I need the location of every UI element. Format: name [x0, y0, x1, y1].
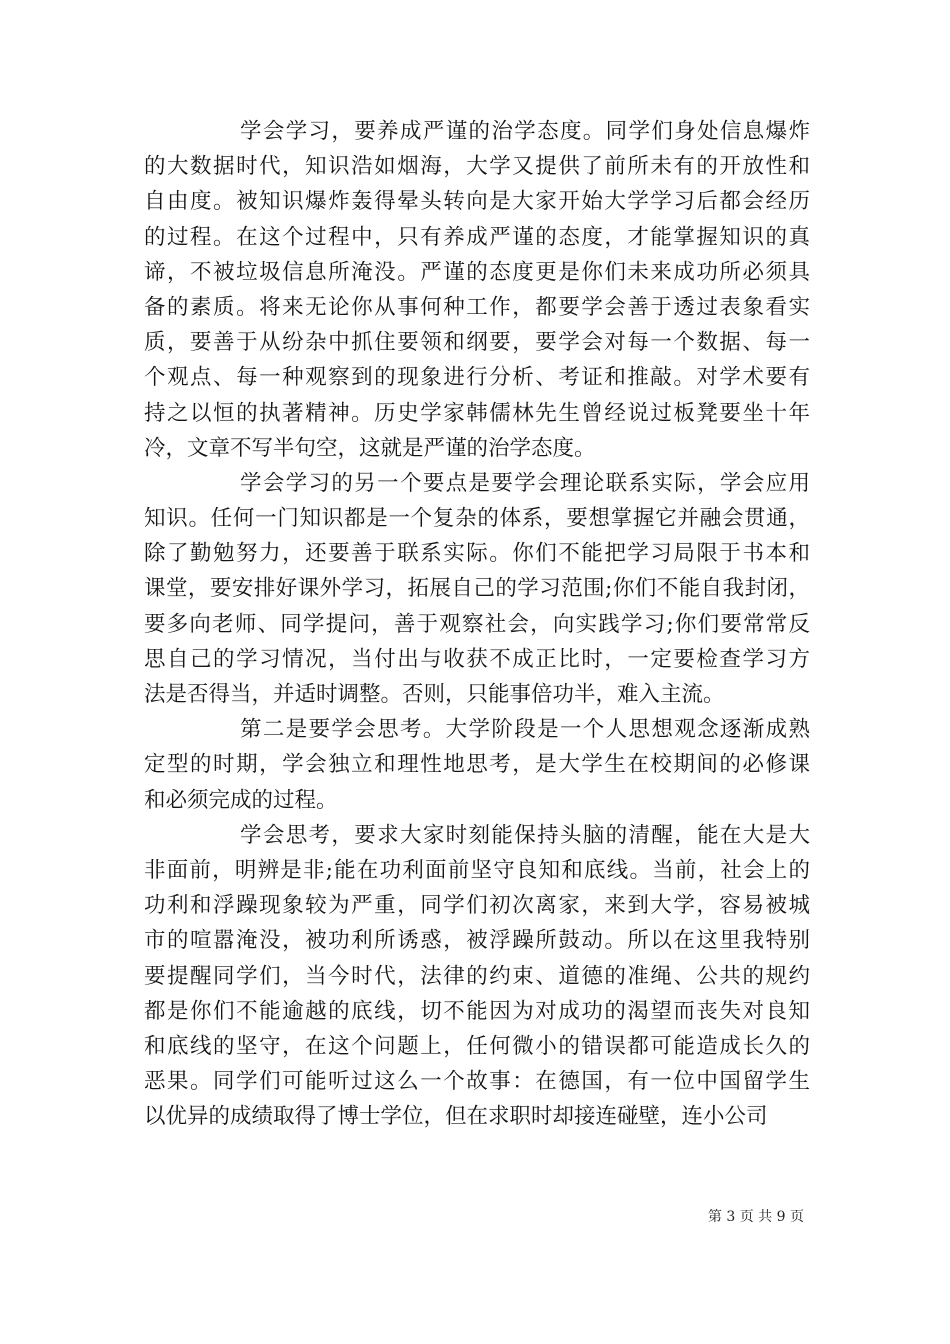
paragraph	[144, 712, 810, 818]
text-line: 课堂，要安排好课外学习，拓展自己的学习范围;你们不能自我封闭，	[144, 576, 810, 602]
text-line: 备的素质。将来无论你从事何种工作，都要学会善于透过表象看实	[144, 294, 810, 320]
text-line: 思自己的学习情况，当付出与收获不成正比时，一定要检查学习方	[144, 646, 810, 672]
text-line: 都是你们不能逾越的底线，切不能因为对成功的渴望而丧失对良知	[144, 998, 810, 1024]
text-line: 非面前，明辨是非;能在功利面前坚守良知和底线。当前，社会上的	[144, 857, 810, 883]
text-line: 除了勤勉努力，还要善于联系实际。你们不能把学习局限于书本和	[144, 541, 810, 567]
text-line: 和底线的坚守，在这个问题上，任何微小的错误都可能造成长久的	[144, 1033, 810, 1059]
text-line: 的大数据时代，知识浩如烟海，大学又提供了前所未有的开放性和	[144, 154, 810, 180]
text-line: 冷，文章不写半句空，这就是严谨的治学态度。	[144, 435, 596, 461]
text-line: 持之以恒的执著精神。历史学家韩儒林先生曾经说过板凳要坐十年	[144, 400, 810, 426]
text-line: 法是否得当，并适时调整。否则，只能事倍功半，难入主流。	[144, 682, 725, 707]
text-line: 知识。任何一门知识都是一个复杂的体系，要想掌握它并融会贯通，	[144, 506, 810, 532]
text-line: 学会思考，要求大家时刻能保持头脑的清醒，能在大是大	[240, 822, 810, 848]
text-line: 学会学习，要养成严谨的治学态度。同学们身处信息爆炸	[240, 119, 810, 144]
text-line: 谛，不被垃圾信息所淹没。严谨的态度更是你们未来成功所必须具	[144, 259, 810, 285]
body-text	[144, 114, 810, 1134]
text-line: 定型的时期，学会独立和理性地思考，是大学生在校期间的必修课	[144, 752, 810, 778]
text-line: 质，要善于从纷杂中抓住要领和纲要，要学会对每一个数据、每一	[144, 330, 810, 356]
text-line: 市的喧嚣淹没，被功利所诱惑，被浮躁所鼓动。所以在这里我特别	[144, 928, 810, 954]
page-number-footer: 第 3 页 共 9 页	[707, 1209, 804, 1225]
text-line: 学会学习的另一个要点是要学会理论联系实际，学会应用	[240, 470, 810, 496]
text-line: 以优异的成绩取得了博士学位，但在求职时却接连碰壁，连小公司	[144, 1104, 768, 1130]
text-line: 要提醒同学们，当今时代，法律的约束、道德的准绳、公共的规约	[144, 963, 810, 989]
text-line: 自由度。被知识爆炸轰得晕头转向是大家开始大学学习后都会经历	[144, 189, 810, 215]
paragraph	[144, 114, 810, 466]
text-line: 要多向老师、同学提问，善于观察社会，向实践学习;你们要常常反	[144, 611, 810, 637]
text-line: 和必须完成的过程。	[144, 787, 338, 813]
paragraph	[144, 466, 810, 712]
text-line: 恶果。同学们可能听过这么一个故事：在德国，有一位中国留学生	[144, 1069, 810, 1095]
text-line: 功利和浮躁现象较为严重，同学们初次离家，来到大学，容易被城	[144, 893, 810, 919]
text-line: 的过程。在这个过程中，只有养成严谨的态度，才能掌握知识的真	[144, 224, 810, 250]
text-line: 个观点、每一种观察到的现象进行分析、考证和推敲。对学术要有	[144, 365, 810, 391]
text-line: 第二是要学会思考。大学阶段是一个人思想观念逐渐成熟	[240, 717, 810, 743]
paragraph	[144, 818, 810, 1135]
